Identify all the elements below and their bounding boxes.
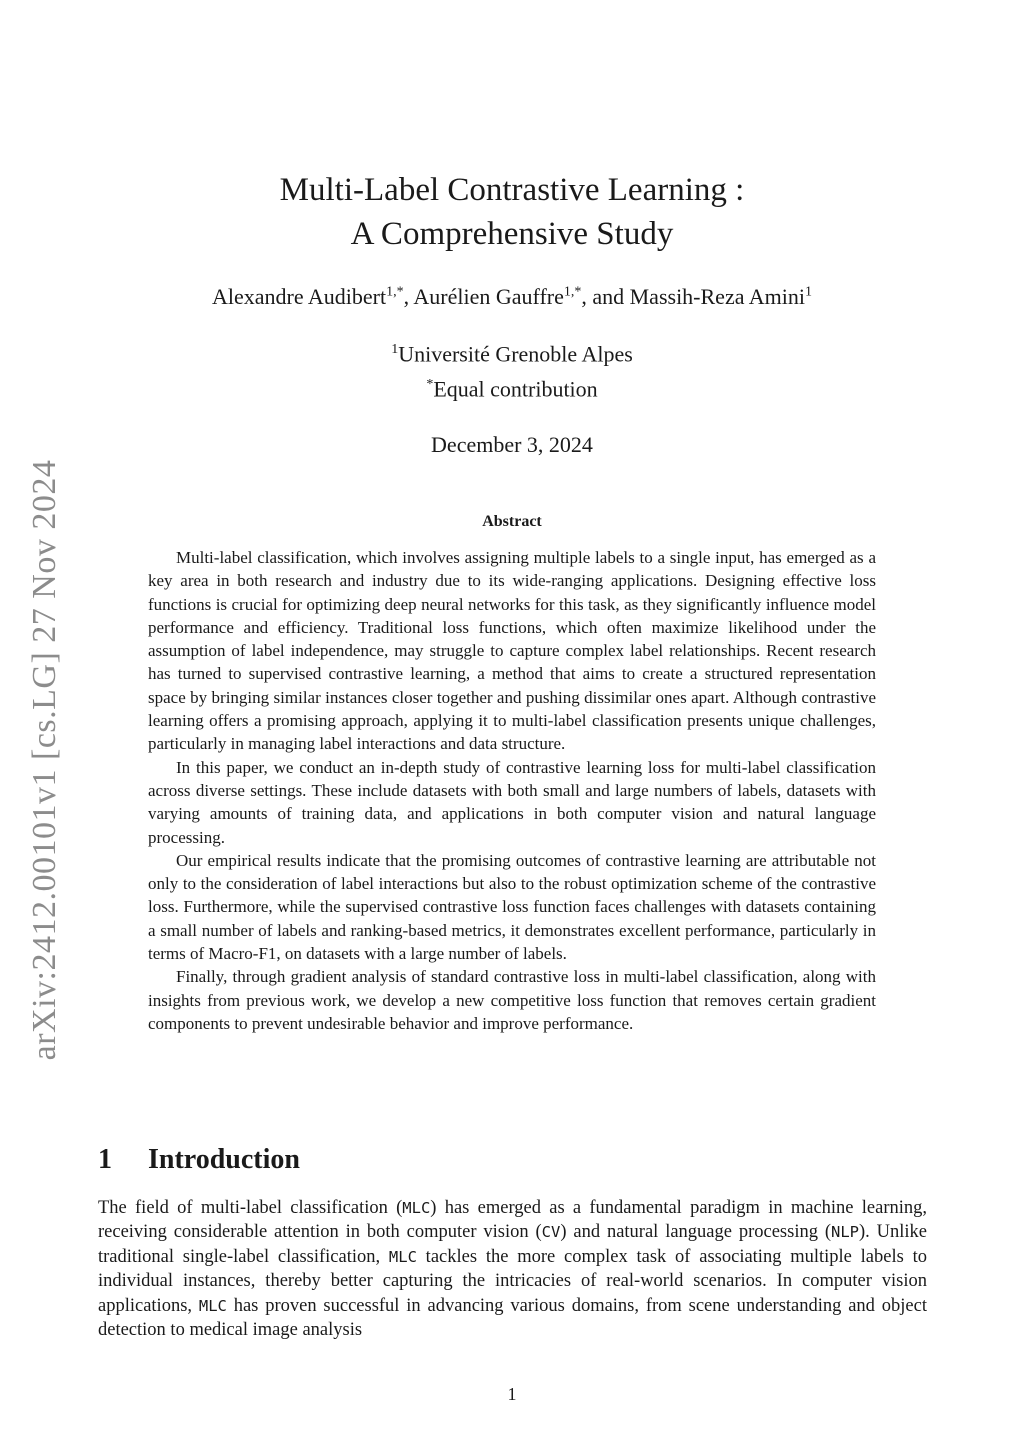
intro-text: ) and natural language processing ( (560, 1222, 831, 1243)
author-name: Alexandre Audibert (211, 284, 387, 309)
abstract-heading: Abstract (482, 513, 542, 530)
abstract-paragraph: Our empirical results indicate that the promising outcomes of contrastive learning are attributable not only to the consideration of label interactions but also to the robust optimization scheme of the contrastive loss. Furthermore, while the supervised contrastive loss function faces challenges with datasets containing a small number of labels and ranking-based metrics, it demonstrates excellent performance, particularly in terms of Macro-F1, on datasets with a large number of labels. (148, 850, 876, 964)
intro-text: ). Unlike traditional single-label classification, (98, 1222, 928, 1267)
intro-text: The field of multi-label classification ( (98, 1198, 403, 1218)
arxiv-stamp: arXiv:2412.00101v1 [cs.LG] 27 Nov 2024 (26, 459, 63, 1061)
section-title: Introduction (148, 1144, 300, 1175)
affiliation-line (0, 334, 1024, 369)
section-heading (98, 1144, 300, 1176)
acronym-mlc: MLC (198, 1296, 227, 1315)
paper-date: December 3, 2024 (431, 432, 593, 457)
author-affil-mark: 1,* (563, 284, 582, 300)
abstract-paragraph: Finally, through gradient analysis of standard contrastive loss in multi-label classification, along with insights from previous work, we develop a new competitive loss function that removes certain gradient components to prevent undesirable behavior and improve performance. (148, 967, 876, 1033)
author-name: Aurélien Gauffre (413, 284, 564, 309)
page-number: 1 (507, 1384, 517, 1404)
abstract-paragraph: In this paper, we conduct an in-depth study of contrastive learning loss for multi-label classification across diverse settings. These include datasets with both small and large numbers of labels, datasets with varying amounts of training data, and applications in both computer vision and natural language processing. (148, 757, 876, 847)
equal-contribution-text: Equal contribution (433, 376, 598, 402)
intro-text: ) has emerged as a fundamental paradigm in machine learning, receiving considerable attention in both computer vision ( (98, 1198, 927, 1243)
author-separator: , (403, 284, 414, 309)
paper-title-line-1: Multi-Label Contrastive Learning : (279, 172, 745, 208)
acronym-nlp: NLP (831, 1223, 859, 1242)
intro-text: has proven successful in advancing various domains, from scene understanding and object detection to medical image analysis (98, 1295, 927, 1341)
abstract-paragraph: Multi-label classification, which involves assigning multiple labels to a single input, has emerged as a key area in both research and industry due to its wide-ranging applications. Designing effective loss functions is crucial for optimizing deep neural networks for this task, as they significantly influence model performance and efficiency. Traditional loss functions, which often maximize likelihood under the assumption of label independence, may struggle to capture complex label relationships. Recent research has turned to supervised contrastive learning, a method that aims to create a structured representation space by bringing similar instances closer together and pushing dissimilar ones apart. Although contrastive learning offers a promising approach, applying it to multi-label classification presents unique challenges, particularly in managing label interactions and data structure. (148, 548, 876, 754)
acronym-mlc: MLC (402, 1199, 431, 1217)
author-affil-mark: 1 (805, 284, 812, 300)
affiliation-mark: 1 (391, 342, 399, 357)
acronym-mlc: MLC (388, 1247, 417, 1266)
affiliation-text: Université Grenoble Alpes (398, 341, 633, 367)
equal-contribution-mark: * (426, 377, 434, 393)
section-number: 1 (98, 1144, 112, 1175)
title-block (0, 168, 1024, 256)
introduction-body (98, 1196, 927, 1342)
author-name: Massih-Reza Amini (629, 284, 805, 309)
acronym-cv: CV (541, 1223, 561, 1242)
affiliations (0, 334, 1024, 405)
author-affil-mark: 1,* (386, 284, 404, 300)
equal-contribution-line (0, 369, 1024, 404)
intro-text: tackles the more complex task of associating multiple labels to individual instances, thereby better capturing the intricacies of real-world scenarios. In computer vision applications, (98, 1246, 927, 1316)
intro-paragraph (98, 1196, 927, 1342)
abstract-body (148, 546, 876, 1035)
author-separator: , and (581, 284, 630, 309)
author-list (0, 284, 1024, 310)
paper-title-line-2: A Comprehensive Study (350, 216, 674, 252)
